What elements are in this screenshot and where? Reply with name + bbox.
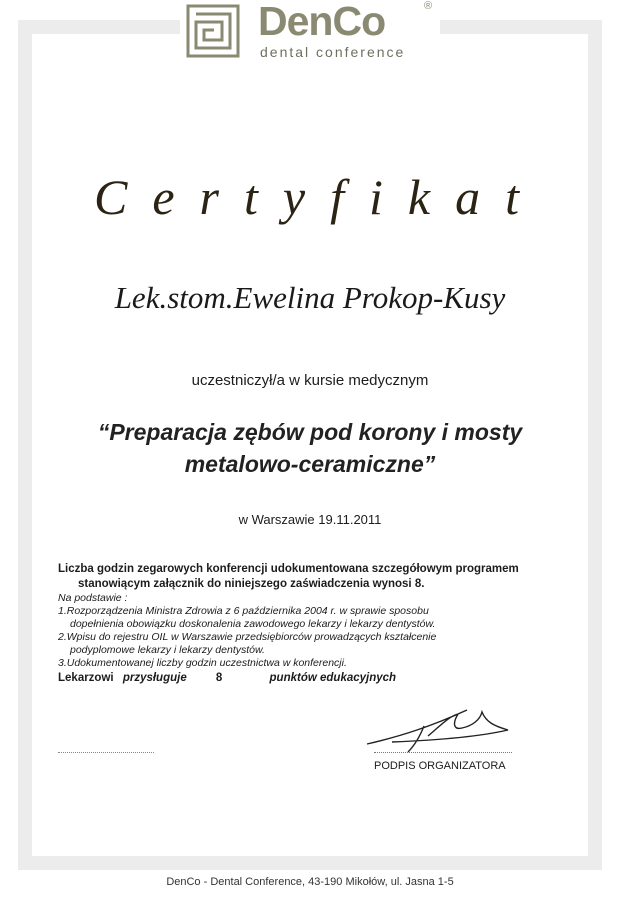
hours-line-2 <box>58 577 568 592</box>
course-title-line-1: “Preparacja zębów pod korony i mosty <box>97 419 523 445</box>
signature-icon <box>362 696 512 756</box>
logo-title: DenCo <box>258 0 386 44</box>
certificate-body <box>58 562 568 686</box>
registered-mark: ® <box>424 0 433 12</box>
participation-text: uczestniczył/a w kursie medycznym <box>191 372 429 389</box>
denco-logo-icon <box>186 4 240 58</box>
signature-line <box>374 752 512 753</box>
course-title <box>30 416 590 480</box>
logo-subtitle: dental conference <box>260 44 406 60</box>
basis-item-1-line-2: dopełnienia obowiązku doskonalenia zawodowego lekarzy i lekarzy dentystów. <box>70 618 436 630</box>
footer-address: DenCo - Dental Conference, 43-190 Mikołów, ul. Jasna 1-5 <box>166 876 454 888</box>
basis-item-1-line-1: 1.Rozporządzenia Ministra Zdrowia z 6 października 2004 r. w sprawie sposobu <box>58 605 429 617</box>
place-date: w Warszawie 19.11.2011 <box>238 512 382 527</box>
basis-item-1 <box>58 605 568 631</box>
signature-label: PODPIS ORGANIZATORA <box>374 760 506 772</box>
basis-item-2-line-2: podyplomowe lekarzy i lekarzy dentystów. <box>70 644 265 656</box>
hours-line-1: Liczba godzin zegarowych konferencji udokumentowana szczegółowym programem <box>58 563 519 575</box>
credits-value: 8 <box>215 672 223 684</box>
date-dotted-line <box>58 752 154 753</box>
logo <box>180 0 440 66</box>
basis-item-2 <box>58 631 568 657</box>
hours-line-2-text: stanowiącym załącznik do niniejszego zaświadczenia wynosi <box>78 578 412 590</box>
credits-suffix: punktów edukacyjnych <box>269 672 397 684</box>
credits-line <box>58 671 568 686</box>
hours-value: 8. <box>414 578 425 590</box>
credits-verb: przysługuje <box>122 672 187 684</box>
basis-label: Na podstawie : <box>58 592 128 604</box>
certificate-title: Certyfikat <box>94 169 544 225</box>
basis-item-3-line-1: 3.Udokumentowanej liczby godzin uczestnictwa w konferencji. <box>58 657 347 669</box>
basis-item-2-line-1: 2.Wpisu do rejestru OIL w Warszawie przedsiębiorców prowadzących kształcenie <box>58 631 437 643</box>
course-title-line-2: metalowo-ceramiczne” <box>184 451 436 477</box>
basis-item-3 <box>58 657 568 670</box>
recipient-name: Lek.stom.Ewelina Prokop-Kusy <box>114 280 506 315</box>
credits-prefix: Lekarzowi <box>58 672 114 684</box>
frame-bottom <box>18 856 602 870</box>
